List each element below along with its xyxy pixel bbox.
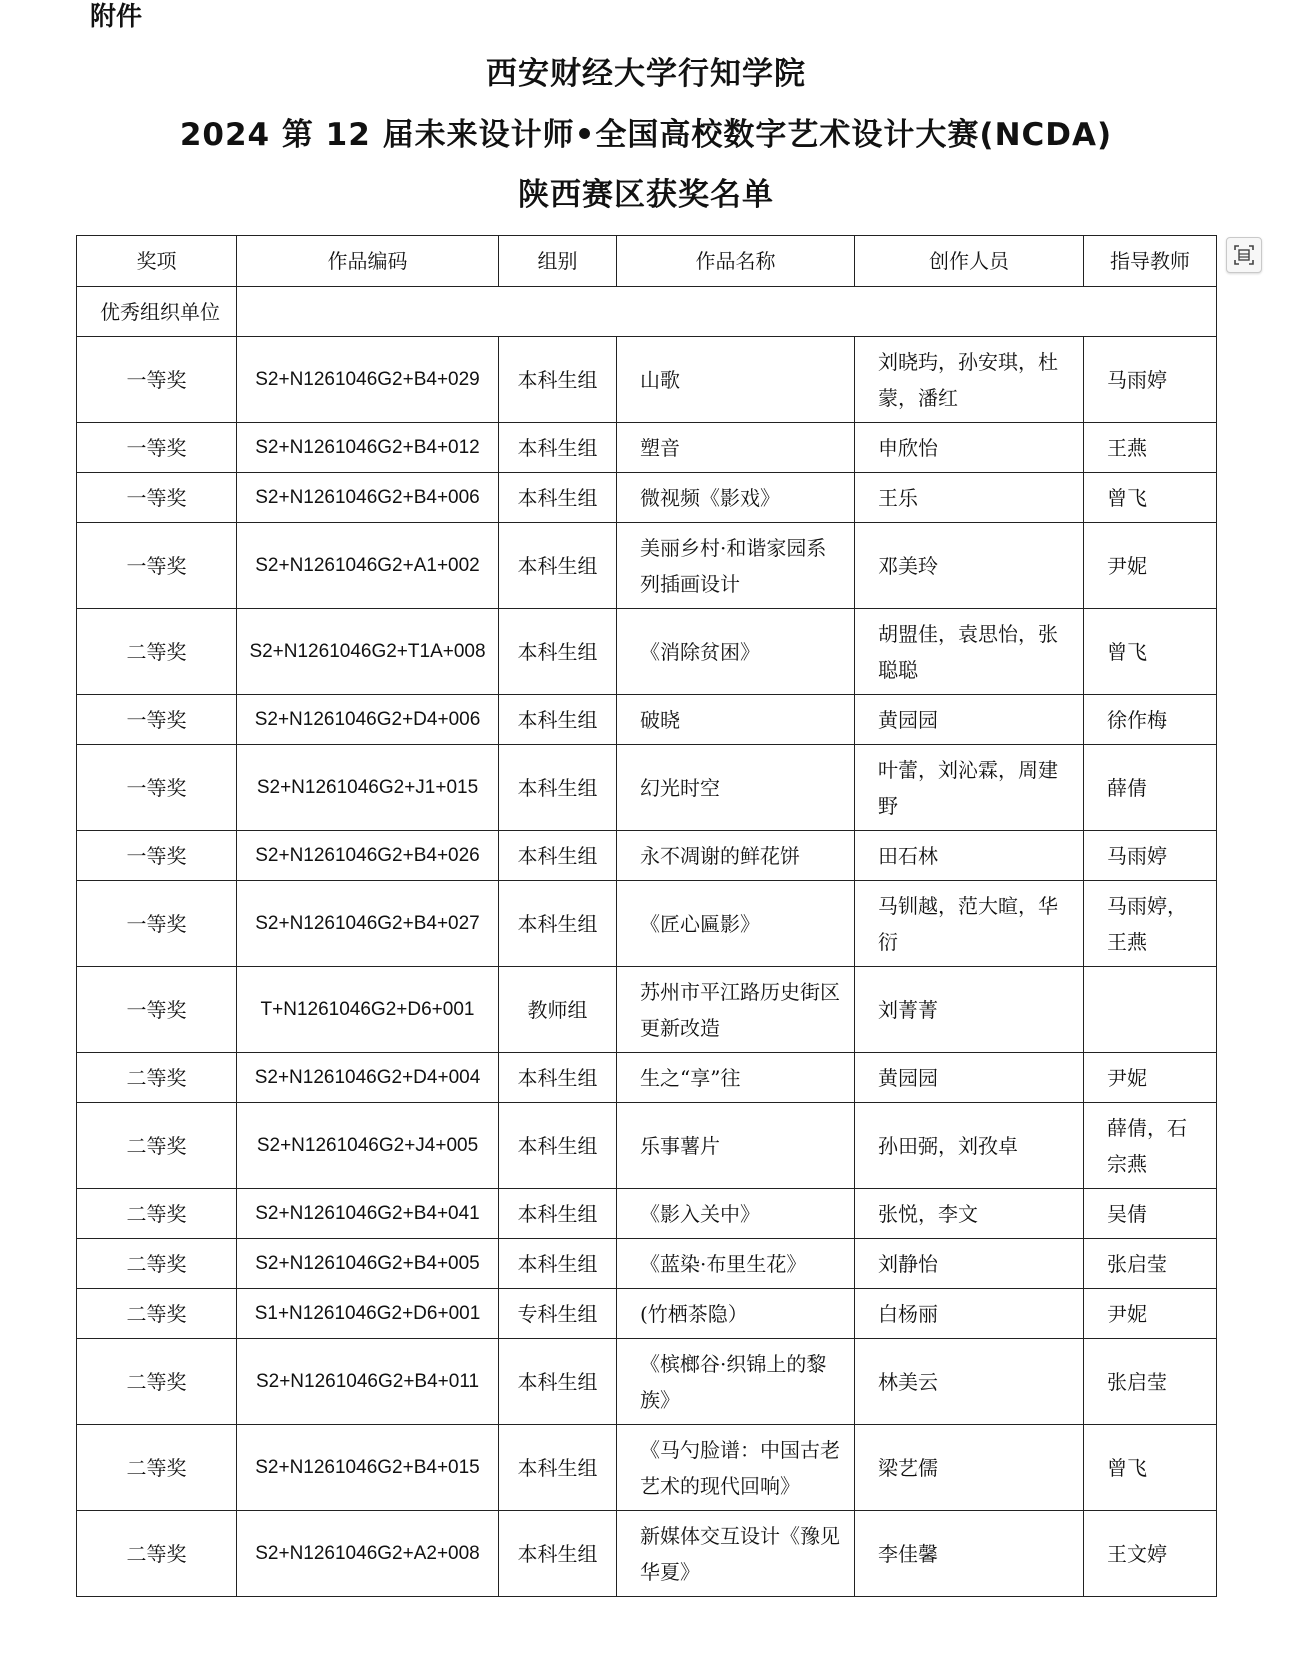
group-cell: 专科生组 — [499, 1289, 617, 1339]
teachers-cell: 王文婷 — [1084, 1511, 1217, 1597]
code-cell: T+N1261046G2+D6+001 — [237, 967, 499, 1053]
creators-cell: 黄园园 — [855, 695, 1084, 745]
header-code: 作品编码 — [237, 236, 499, 287]
code-cell: S2+N1261046G2+J4+005 — [237, 1103, 499, 1189]
teachers-cell: 张启莹 — [1084, 1339, 1217, 1425]
code-cell: S2+N1261046G2+B4+027 — [237, 881, 499, 967]
table-row — [77, 1053, 1217, 1103]
group-cell: 本科生组 — [499, 1511, 617, 1597]
code-cell: S2+N1261046G2+B4+041 — [237, 1189, 499, 1239]
table-header-row — [77, 236, 1217, 287]
award-cell: 二等奖 — [77, 1339, 237, 1425]
award-cell: 一等奖 — [77, 523, 237, 609]
award-cell: 二等奖 — [77, 1425, 237, 1511]
code-cell: S2+N1261046G2+B4+006 — [237, 473, 499, 523]
group-cell: 教师组 — [499, 967, 617, 1053]
award-cell: 一等奖 — [77, 695, 237, 745]
award-cell: 一等奖 — [77, 337, 237, 423]
code-cell: S2+N1261046G2+J1+015 — [237, 745, 499, 831]
creators-cell: 刘晓玙，孙安琪，杜蒙，潘红 — [855, 337, 1084, 423]
group-cell: 本科生组 — [499, 1339, 617, 1425]
creators-cell: 胡盟佳，袁思怡，张聪聪 — [855, 609, 1084, 695]
award-cell: 二等奖 — [77, 1289, 237, 1339]
group-cell: 本科生组 — [499, 695, 617, 745]
group-cell: 本科生组 — [499, 1053, 617, 1103]
header-group: 组别 — [499, 236, 617, 287]
creators-cell: 张悦，李文 — [855, 1189, 1084, 1239]
work-name-cell: (竹栖茶隐） — [617, 1289, 855, 1339]
code-cell: S1+N1261046G2+D6+001 — [237, 1289, 499, 1339]
teachers-cell: 尹妮 — [1084, 1053, 1217, 1103]
work-name-cell: 《蓝染·布里生花》 — [617, 1239, 855, 1289]
award-cell: 二等奖 — [77, 1511, 237, 1597]
teachers-cell: 张启莹 — [1084, 1239, 1217, 1289]
org-unit-label: 优秀组织单位 — [77, 287, 237, 337]
teachers-cell: 曾飞 — [1084, 609, 1217, 695]
work-name-cell: 乐事薯片 — [617, 1103, 855, 1189]
teachers-cell: 尹妮 — [1084, 1289, 1217, 1339]
code-cell: S2+N1261046G2+A2+008 — [237, 1511, 499, 1597]
title-line-competition: 2024 第 12 届未来设计师•全国高校数字艺术设计大赛(NCDA) — [179, 117, 1113, 153]
group-cell: 本科生组 — [499, 831, 617, 881]
table-row — [77, 881, 1217, 967]
teachers-cell: 马雨婷，王燕 — [1084, 881, 1217, 967]
table-row — [77, 1289, 1217, 1339]
work-name-cell: 《槟榔谷·织锦上的黎族》 — [617, 1339, 855, 1425]
group-cell: 本科生组 — [499, 1189, 617, 1239]
table-row — [77, 1425, 1217, 1511]
table-row — [77, 609, 1217, 695]
teachers-cell: 徐作梅 — [1084, 695, 1217, 745]
creators-cell: 白杨丽 — [855, 1289, 1084, 1339]
award-cell: 一等奖 — [77, 831, 237, 881]
teachers-cell — [1084, 967, 1217, 1053]
work-name-cell: 新媒体交互设计《豫见华夏》 — [617, 1511, 855, 1597]
title-line-school: 西安财经大学行知学院 — [486, 56, 806, 92]
teachers-cell: 马雨婷 — [1084, 337, 1217, 423]
header-work-name: 作品名称 — [617, 236, 855, 287]
table-row — [77, 1103, 1217, 1189]
work-name-cell: 幻光时空 — [617, 745, 855, 831]
award-cell: 二等奖 — [77, 1053, 237, 1103]
teachers-cell: 吴倩 — [1084, 1189, 1217, 1239]
code-cell: S2+N1261046G2+B4+015 — [237, 1425, 499, 1511]
work-name-cell: 微视频《影戏》 — [617, 473, 855, 523]
award-cell: 一等奖 — [77, 473, 237, 523]
code-cell: S2+N1261046G2+A1+002 — [237, 523, 499, 609]
code-cell: S2+N1261046G2+D4+006 — [237, 695, 499, 745]
award-cell: 一等奖 — [77, 881, 237, 967]
creators-cell: 王乐 — [855, 473, 1084, 523]
creators-cell: 梁艺儒 — [855, 1425, 1084, 1511]
award-table — [76, 235, 1216, 1597]
table-row — [77, 1189, 1217, 1239]
header-teachers: 指导教师 — [1084, 236, 1217, 287]
group-cell: 本科生组 — [499, 745, 617, 831]
org-unit-row — [77, 287, 1217, 337]
creators-cell: 林美云 — [855, 1339, 1084, 1425]
creators-cell: 马钏越，范大暄，华衍 — [855, 881, 1084, 967]
code-cell: S2+N1261046G2+D4+004 — [237, 1053, 499, 1103]
work-name-cell: 山歌 — [617, 337, 855, 423]
award-cell: 一等奖 — [77, 745, 237, 831]
teachers-cell: 马雨婷 — [1084, 831, 1217, 881]
award-cell: 二等奖 — [77, 1189, 237, 1239]
image-frame-icon[interactable] — [1226, 237, 1262, 273]
table-row — [77, 473, 1217, 523]
header-award: 奖项 — [77, 236, 237, 287]
work-name-cell: 永不凋谢的鲜花饼 — [617, 831, 855, 881]
group-cell: 本科生组 — [499, 609, 617, 695]
teachers-cell: 尹妮 — [1084, 523, 1217, 609]
award-cell: 一等奖 — [77, 423, 237, 473]
group-cell: 本科生组 — [499, 473, 617, 523]
code-cell: S2+N1261046G2+B4+005 — [237, 1239, 499, 1289]
group-cell: 本科生组 — [499, 1425, 617, 1511]
creators-cell: 申欣怡 — [855, 423, 1084, 473]
table-row — [77, 967, 1217, 1053]
creators-cell: 刘静怡 — [855, 1239, 1084, 1289]
creators-cell: 叶蕾，刘沁霖，周建野 — [855, 745, 1084, 831]
attachment-label: 附件 — [90, 2, 143, 32]
teachers-cell: 曾飞 — [1084, 473, 1217, 523]
work-name-cell: 破晓 — [617, 695, 855, 745]
creators-cell: 黄园园 — [855, 1053, 1084, 1103]
work-name-cell: 苏州市平江路历史街区更新改造 — [617, 967, 855, 1053]
group-cell: 本科生组 — [499, 1239, 617, 1289]
creators-cell: 孙田弼，刘孜卓 — [855, 1103, 1084, 1189]
code-cell: S2+N1261046G2+B4+012 — [237, 423, 499, 473]
teachers-cell: 王燕 — [1084, 423, 1217, 473]
teachers-cell: 薛倩，石宗燕 — [1084, 1103, 1217, 1189]
code-cell: S2+N1261046G2+B4+026 — [237, 831, 499, 881]
table-row — [77, 745, 1217, 831]
work-name-cell: 《匠心匾影》 — [617, 881, 855, 967]
header-creators: 创作人员 — [855, 236, 1084, 287]
group-cell: 本科生组 — [499, 881, 617, 967]
work-name-cell: 美丽乡村·和谐家园系列插画设计 — [617, 523, 855, 609]
award-cell: 二等奖 — [77, 1103, 237, 1189]
table-row — [77, 337, 1217, 423]
creators-cell: 李佳馨 — [855, 1511, 1084, 1597]
group-cell: 本科生组 — [499, 423, 617, 473]
award-cell: 二等奖 — [77, 609, 237, 695]
table-row — [77, 1511, 1217, 1597]
work-name-cell: 生之“享”往 — [617, 1053, 855, 1103]
table-row — [77, 423, 1217, 473]
teachers-cell: 曾飞 — [1084, 1425, 1217, 1511]
table-row — [77, 1339, 1217, 1425]
work-name-cell: 《影入关中》 — [617, 1189, 855, 1239]
table-row — [77, 695, 1217, 745]
creators-cell: 刘菁菁 — [855, 967, 1084, 1053]
work-name-cell: 《消除贫困》 — [617, 609, 855, 695]
teachers-cell: 薛倩 — [1084, 745, 1217, 831]
table-row — [77, 523, 1217, 609]
award-cell: 一等奖 — [77, 967, 237, 1053]
award-cell: 二等奖 — [77, 1239, 237, 1289]
table-row — [77, 831, 1217, 881]
creators-cell: 田石林 — [855, 831, 1084, 881]
table-row — [77, 1239, 1217, 1289]
org-unit-value — [237, 287, 1217, 337]
group-cell: 本科生组 — [499, 523, 617, 609]
title-line-list: 陕西赛区获奖名单 — [518, 177, 774, 213]
code-cell: S2+N1261046G2+T1A+008 — [237, 609, 499, 695]
work-name-cell: 塑音 — [617, 423, 855, 473]
code-cell: S2+N1261046G2+B4+029 — [237, 337, 499, 423]
creators-cell: 邓美玲 — [855, 523, 1084, 609]
code-cell: S2+N1261046G2+B4+011 — [237, 1339, 499, 1425]
work-name-cell: 《马勺脸谱：中国古老艺术的现代回响》 — [617, 1425, 855, 1511]
group-cell: 本科生组 — [499, 1103, 617, 1189]
group-cell: 本科生组 — [499, 337, 617, 423]
